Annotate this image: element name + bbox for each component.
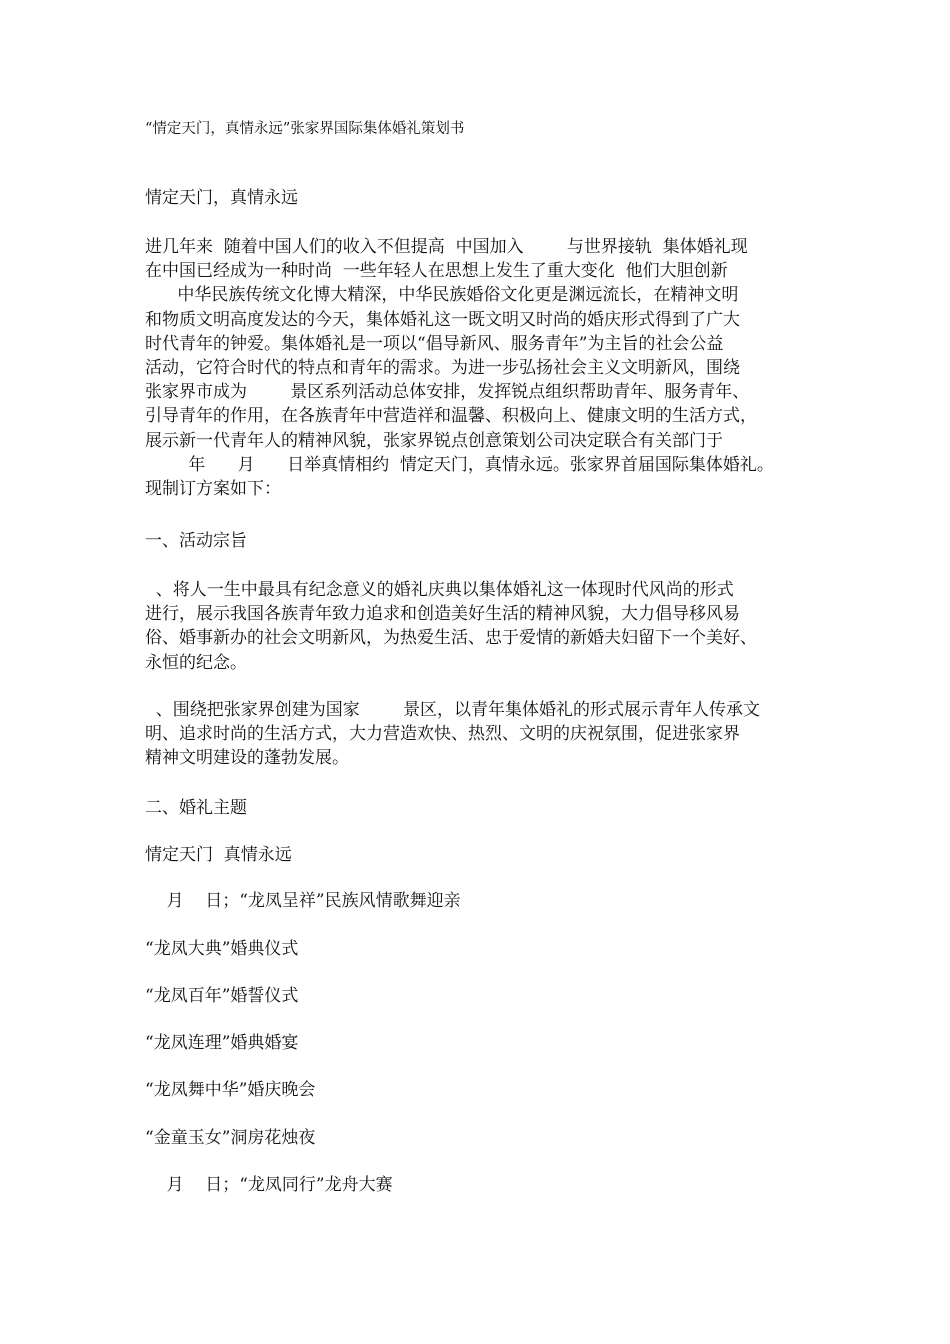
- schedule-item: “龙凤舞中华”婚庆晚会: [145, 1080, 316, 1100]
- purpose-paragraph-2: [145, 698, 815, 771]
- schedule-item: “龙凤百年”婚誓仪式: [145, 986, 299, 1006]
- paragraph-line: 俗、婚事新办的社会文明新风，为热爱生活、忠于爱情的新婚夫妇留下一个美好、: [145, 628, 757, 649]
- section-heading-purpose: 一、活动宗旨: [145, 531, 247, 551]
- document-title: “情定天门，真情永远”张家界国际集体婚礼策划书: [145, 121, 465, 137]
- paragraph-line: 明、追求时尚的生活方式，大力营造欢快、热烈、文明的庆祝氛围，促进张家界: [145, 724, 740, 745]
- paragraph-line: 、围绕把张家界创建为国家 景区，以青年集体婚礼的形式展示青年人传承文: [145, 700, 761, 720]
- paragraph-line: 永恒的纪念。: [145, 652, 247, 673]
- intro-line: 和物质文明高度发达的今天，集体婚礼这一既文明又时尚的婚庆形式得到了广大: [145, 309, 740, 330]
- schedule-item: “金童玉女”洞房花烛夜: [145, 1128, 316, 1148]
- paragraph-line: 精神文明建设的蓬勃发展。: [145, 748, 349, 769]
- intro-line: 中华民族传统文化博大精深，中华民族婚俗文化更是渊远流长，在精神文明: [145, 285, 739, 306]
- paragraph-line: 进行，展示我国各族青年致力追求和创造美好生活的精神风貌，大力倡导移风易: [145, 604, 740, 625]
- intro-line: 张家界市成为 景区系列活动总体安排，发挥锐点组织帮助青年、服务青年、: [145, 382, 750, 403]
- intro-paragraph: [145, 235, 815, 501]
- intro-line: 年 月 日举真情相约 情定天门，真情永远。张家界首届国际集体婚礼。: [145, 454, 774, 475]
- intro-line: 在中国已经成为一种时尚 一些年轻人在思想上发生了重大变化 他们大胆创新: [145, 261, 728, 282]
- intro-line: 展示新一代青年人的精神风貌，张家界锐点创意策划公司决定联合有关部门于: [145, 430, 723, 451]
- document-heading: 情定天门，真情永远: [145, 188, 298, 208]
- intro-line: 时代青年的钟爱。集体婚礼是一项以“倡导新风、服务青年”为主旨的社会公益: [145, 333, 724, 354]
- intro-line: 活动，它符合时代的特点和青年的需求。为进一步弘扬社会主义文明新风，围绕: [145, 357, 740, 378]
- intro-line: 进几年来 随着中国人们的收入不但提高 中国加入 与世界接轨 集体婚礼现: [145, 237, 748, 257]
- intro-line: 引导青年的作用，在各族青年中营造祥和温馨、积极向上、健康文明的生活方式，: [145, 406, 757, 427]
- schedule-item: 月 日；“龙凤呈祥”民族风情歌舞迎亲: [145, 891, 461, 911]
- schedule-item: “龙凤连理”婚典婚宴: [145, 1033, 299, 1053]
- intro-line: 现制订方案如下：: [145, 478, 281, 499]
- purpose-paragraph-1: [145, 578, 815, 675]
- schedule-item: “龙凤大典”婚典仪式: [145, 939, 299, 959]
- theme-text: 情定天门 真情永远: [145, 845, 292, 865]
- schedule-item: 月 日；“龙凤同行”龙舟大赛: [145, 1175, 393, 1195]
- paragraph-line: 、将人一生中最具有纪念意义的婚礼庆典以集体婚礼这一体现时代风尚的形式: [145, 580, 734, 600]
- section-heading-theme: 二、婚礼主题: [145, 798, 247, 818]
